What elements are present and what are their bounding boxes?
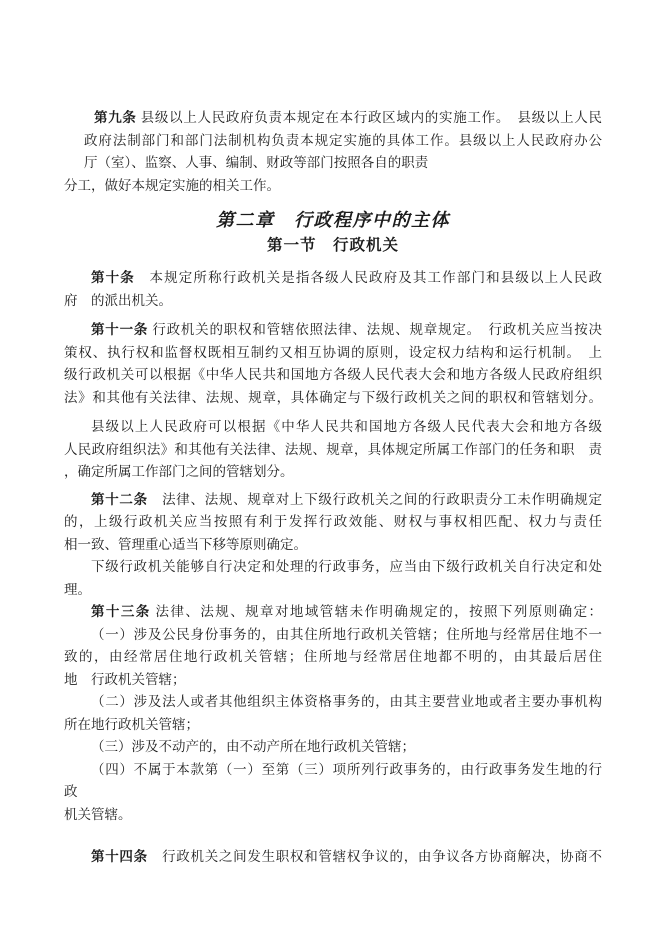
article-12-paragraph-line-3: 相一致、管理重心适当下移等原则确定。 [64,536,307,552]
article-13-paragraph-line-1: 第十三条 法律、法规、规章对地域管辖未作明确规定的，按照下列原则确定： [91,604,603,619]
article-11-paragraph-2 [64,416,602,484]
article-9-continuation [64,175,602,198]
article-11-paragraph-line-1: 第十一条 行政机关的职权和管辖依照法律、法规、规章规定。 行政机关应当按决 [91,322,603,337]
article-12-paragraph [64,489,602,557]
article-14-paragraph [64,846,602,869]
article-14-paragraph-line-1: 第十四条 行政机关之间发生职权和管辖权争议的，由争议各方协商解决，协商不 [91,849,603,864]
article-13-item-3-line-1: （三）涉及不动产的，由不动产所在地行政机关管辖； [91,739,415,754]
article-13-item-4-line-1: （四）不属于本款第（一）至第（三）项所列行政事务的，由行政事务发生地的行 政 [64,761,616,799]
article-9-continuation-line-1: 分工，做好本规定实施的相关工作。 [64,177,280,193]
article-13-item-4 [64,759,616,827]
article-11-paragraph-2-line-1: 县级以上人民政府可以根据《中华人民共和国地方各级人民代表大会和地方各级 [91,419,602,434]
article-13-item-1 [64,624,602,692]
article-number: 第九条 [94,110,137,125]
article-11-paragraph [64,319,602,409]
article-13-item-1-line-1: （一）涉及公民身份事务的，由其住所地行政机关管辖；住所地与经常居住地不一 [91,626,602,642]
article-number: 第十一条 [91,322,149,337]
article-13-item-3 [64,736,602,759]
article-9-paragraph-line-3: 厅（室）、监察、人事、编制、财政等部门按照各自的职责 [84,155,429,170]
article-11-paragraph-2-line-2: 人民政府组织法》和其他有关法律、法规、规章，具体规定所属工作部门的任务和职 责 [64,441,602,457]
article-13-item-4-line-2: 机关管辖。 [64,806,132,822]
article-9-paragraph [84,107,602,175]
article-13-item-1-line-2: 致的，由经常居住地行政机关管辖；住所地与经常居住地都不明的，由其最后居住 [64,649,602,664]
article-number: 第十四条 [91,849,148,864]
article-number: 第十三条 [91,604,151,619]
document-body [64,107,616,869]
article-13-paragraph [64,601,602,624]
section-heading [64,235,602,257]
article-13-item-2-line-2: 所在地行政机关管辖； [64,716,199,732]
article-12-paragraph-line-2: 的，上级行政机关应当按照有利于发挥行政效能、财权与事权相匹配、权力与责任 [64,514,602,529]
article-9-paragraph-line-2: 政府法制部门和部门法制机构负责本规定实施的具体工作。县级以上人民政府办公 [84,132,602,148]
article-13-item-2-line-1: （二）涉及法人或者其他组织主体资格事务的，由其主要营业地或者主要办事机构 [91,694,602,709]
article-number: 第十条 [91,270,135,285]
chapter-heading [64,207,602,233]
article-13-item-1-line-3: 地 行政机关管辖； [64,671,186,687]
article-12-paragraph-2-line-2: 理。 [64,581,91,597]
article-10-paragraph-line-2: 府 的派出机关。 [64,292,172,308]
article-11-paragraph-line-3: 级行政机关可以根据《中华人民共和国地方各级人民代表大会和地方各级人民政府组织 [64,367,602,382]
section-heading-line-1: 第一节 行政机关 [266,237,399,254]
article-12-paragraph-line-1: 第十二条 法律、法规、规章对上下级行政机关之间的行政职责分工未作明确规定 [91,491,603,507]
chapter-heading-line-1: 第二章 行政程序中的主体 [216,210,450,230]
article-9-paragraph-line-1: 第九条 县级以上人民政府负责本规定在本行政区域内的实施工作。 县级以上人民 [94,110,603,125]
article-11-paragraph-line-2: 策权、执行权和监督权既相互制约又相互协调的原则，设定权力结构和运行机制。 上 [64,344,602,360]
article-number: 第十二条 [91,491,148,507]
article-12-paragraph-2-line-1: 下级行政机关能够自行决定和处理的行政事务，应当由下级行政机关自行决定和处 [91,559,602,574]
article-10-paragraph [64,267,602,312]
article-12-paragraph-2 [64,556,602,601]
article-11-paragraph-line-4: 法》和其他有关法律、法规、规章，具体确定与下级行政机关之间的职权和管辖划分。 [64,389,602,405]
article-11-paragraph-2-line-3: ，确定所属工作部门之间的管辖划分。 [64,464,294,479]
article-10-paragraph-line-1: 第十条 本规定所称行政机关是指各级人民政府及其工作部门和县级以上人民政 [91,270,603,285]
article-13-item-2 [64,691,602,736]
